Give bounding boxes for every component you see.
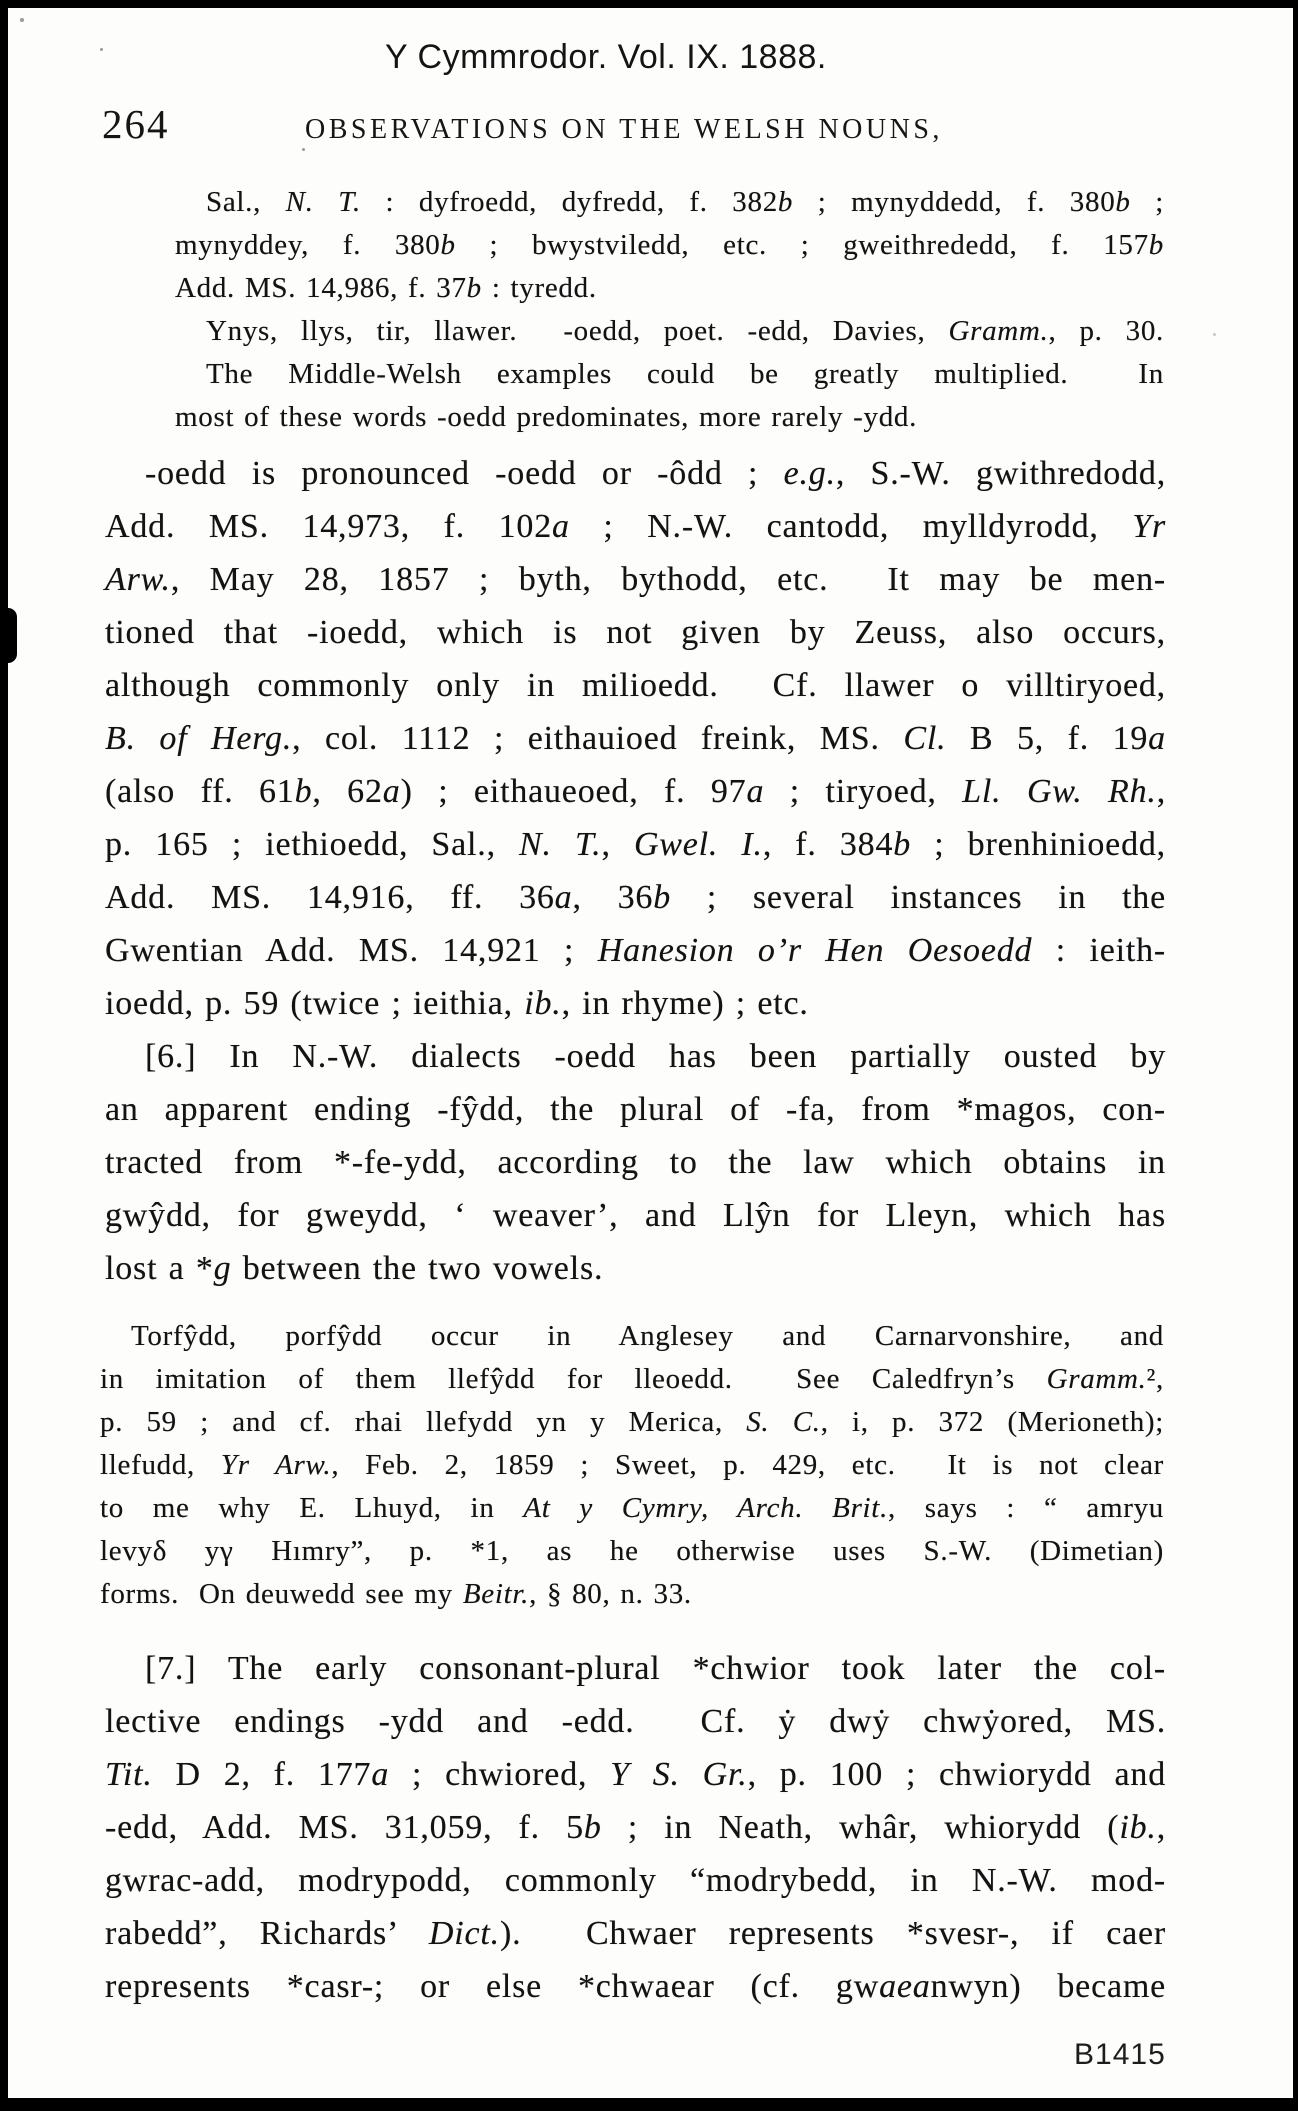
text-segment: tioned that -ioedd, which is not given by Zeuss, also occurs,: [105, 614, 1166, 651]
main-block-2: [105, 1642, 1166, 2013]
text-segment: ²,: [1146, 1363, 1164, 1395]
text-segment: represents *casr-; or else *chwaear (cf. gw: [105, 1968, 880, 2005]
italic-text: B. of Herg.: [105, 720, 293, 757]
italic-text: b: [583, 1809, 602, 1846]
text-segment: , col. 1112 ; eithauioed freink, MS.: [292, 720, 904, 757]
text-segment: Ynys, llys, tir, llawer. -oedd, poet. -edd, Davies,: [206, 315, 949, 347]
text-segment: ; mynyddedd, f. 380: [793, 186, 1116, 218]
italic-text: b: [1148, 229, 1164, 261]
italic-text: S. C.: [746, 1406, 821, 1438]
page: [8, 8, 1293, 2098]
italic-text: Cl.: [903, 720, 947, 757]
text-segment: -oedd is pronounced -oedd or -ôdd ;: [145, 455, 784, 492]
text-segment: p. 165 ; iethioedd, Sal.,: [105, 826, 520, 863]
italic-text: Gramm.: [948, 315, 1049, 347]
footer-mark: B1415: [1074, 2038, 1166, 2071]
italic-text: g: [213, 1250, 232, 1287]
text-line: [105, 1083, 1166, 1136]
text-segment: rabedd”, Richards’: [105, 1915, 429, 1952]
main-block-1: [105, 447, 1166, 1295]
text-segment: , May 28, 1857 ; byth, bythodd, etc. It may be men-: [170, 561, 1166, 598]
text-segment: , p. 100 ; chwiorydd and: [747, 1756, 1167, 1793]
text-segment: The Middle-Welsh examples could be greatly multiplied. In: [206, 358, 1164, 390]
text-line: [105, 1748, 1166, 1801]
scan-speck: [1213, 333, 1216, 336]
text-line: [100, 1530, 1164, 1573]
text-segment: B 5, f. 19: [946, 720, 1149, 757]
text-line: [105, 977, 1166, 1030]
text-segment: ). Chwaer represents *svesr-, if caer: [499, 1915, 1167, 1952]
italic-text: ib.: [524, 985, 562, 1022]
text-line: [105, 924, 1166, 977]
text-segment: ,: [601, 826, 634, 863]
text-segment: Add. MS. 14,973, f. 102: [105, 508, 552, 545]
text-line: [105, 1642, 1166, 1695]
text-line: [105, 1189, 1166, 1242]
text-segment: Add. MS. 14,986, f. 37: [175, 272, 467, 304]
italic-text: aea: [879, 1968, 931, 2005]
text-line: [100, 1487, 1164, 1530]
text-segment: ; bwystviledd, etc. ; gweithrededd, f. 157: [455, 229, 1149, 261]
text-segment: ; in Neath, whâr, whiorydd (: [601, 1809, 1120, 1846]
text-segment: ; N.-W. cantodd, mylldyrodd,: [569, 508, 1133, 545]
italic-text: Dict.: [428, 1915, 500, 1952]
italic-text: Gramm.: [1046, 1363, 1147, 1395]
text-line: [105, 765, 1166, 818]
text-segment: nwyn) became: [930, 1968, 1166, 2005]
text-segment: gwrac-add, modrypodd, commonly “modrybedd, in N.-W. mod-: [105, 1862, 1166, 1899]
text-line: [175, 267, 1164, 310]
italic-text: Beitr.: [462, 1578, 530, 1610]
text-segment: to me why E. Lhuyd, in: [100, 1492, 524, 1524]
text-line: [105, 1695, 1166, 1748]
scan-speck: [100, 48, 103, 51]
text-segment: ; brenhinioedd,: [911, 826, 1166, 863]
text-line: [105, 712, 1166, 765]
running-title: OBSERVATIONS ON THE WELSH NOUNS,: [305, 114, 943, 145]
text-line: [175, 181, 1164, 224]
text-segment: ;: [1130, 186, 1164, 218]
text-segment: lost a *: [105, 1250, 214, 1287]
text-line: [105, 1030, 1166, 1083]
text-segment: [6.] In N.-W. dialects -oedd has been partially ousted by: [145, 1038, 1166, 1075]
journal-header: Y Cymmrodor. Vol. IX. 1888.: [385, 38, 827, 76]
text-segment: tracted from *-fe-ydd, according to the law which obtains in: [105, 1144, 1166, 1181]
text-segment: most of these words -oedd predominates, more rarely -ydd.: [175, 401, 918, 433]
italic-text: b: [466, 272, 482, 304]
text-segment: , S.-W. gwithredodd,: [835, 455, 1167, 492]
italic-text: Tit.: [105, 1756, 153, 1793]
text-segment: Sal.,: [206, 186, 286, 218]
italic-text: Arw.: [105, 561, 171, 598]
text-line: [105, 659, 1166, 712]
text-line: [105, 1801, 1166, 1854]
text-line: [105, 1854, 1166, 1907]
text-segment: ; several instances in the: [671, 879, 1167, 916]
italic-text: a: [371, 1756, 390, 1793]
text-line: [105, 1960, 1166, 2013]
text-segment: : ieith-: [1032, 932, 1167, 969]
text-line: [175, 310, 1164, 353]
text-segment: although commonly only in milioedd. Cf. llawer o villtiryoed,: [105, 667, 1166, 704]
text-segment: lective endings -ydd and -edd. Cf. ẏ dwẏ chwẏored, MS.: [105, 1703, 1166, 1740]
italic-text: e.g.: [783, 455, 836, 492]
italic-text: a: [554, 879, 573, 916]
scan-speck: [302, 148, 305, 151]
text-segment: [7.] The early consonant-plural *chwior took later the col-: [145, 1650, 1166, 1687]
note-block-1: [175, 181, 1164, 439]
italic-text: Yr Arw.: [220, 1449, 332, 1481]
text-line: [105, 871, 1166, 924]
text-segment: , in rhyme) ; etc.: [561, 985, 809, 1022]
italic-text: Yr: [1132, 508, 1166, 545]
text-segment: an apparent ending -fŷdd, the plural of -fa, from *magos, con-: [105, 1091, 1166, 1128]
text-segment: forms. On deuwedd see my: [100, 1578, 463, 1610]
italic-text: a: [1148, 720, 1166, 757]
italic-text: b: [777, 186, 794, 218]
italic-text: Y S. Gr.: [610, 1756, 748, 1793]
text-line: [175, 224, 1164, 267]
text-line: [105, 1907, 1166, 1960]
text-line: [105, 606, 1166, 659]
text-segment: Add. MS. 14,916, ff. 36: [105, 879, 555, 916]
text-segment: ; chwiored,: [389, 1756, 611, 1793]
italic-text: b: [294, 773, 313, 810]
italic-text: a: [552, 508, 570, 545]
italic-text: a: [746, 773, 765, 810]
text-line: [100, 1315, 1164, 1358]
text-line: [105, 1242, 1166, 1295]
text-segment: ,: [1156, 1809, 1167, 1846]
text-segment: gwŷdd, for gweydd, ‘ weaver’, and Llŷn for Lleyn, which has: [105, 1197, 1166, 1234]
text-segment: -edd, Add. MS. 31,059, f. 5: [105, 1809, 584, 1846]
text-segment: , 36: [572, 879, 654, 916]
italic-text: b: [440, 229, 456, 261]
italic-text: b: [1115, 186, 1131, 218]
text-segment: ) ; eithaueoed, f. 97: [400, 773, 747, 810]
italic-text: b: [893, 826, 912, 863]
italic-text: ib.: [1119, 1809, 1157, 1846]
italic-text: a: [382, 773, 401, 810]
text-segment: mynyddey, f. 380: [175, 229, 441, 261]
text-segment: , says : “ amryu: [888, 1492, 1164, 1524]
text-line: [100, 1358, 1164, 1401]
text-segment: ,: [1156, 773, 1167, 810]
text-segment: , p. 30.: [1048, 315, 1164, 347]
text-segment: in imitation of them llefŷdd for lleoedd. See Caledfryn’s: [100, 1363, 1047, 1395]
italic-text: Hanesion o’r Hen Oesoedd: [597, 932, 1033, 969]
text-line: [105, 553, 1166, 606]
text-segment: (also ff. 61: [105, 773, 295, 810]
text-segment: , f. 384: [762, 826, 894, 863]
scan-speck: [20, 18, 24, 22]
text-segment: , § 80, n. 33.: [529, 1578, 692, 1610]
text-line: [175, 396, 1164, 439]
text-line: [105, 818, 1166, 871]
text-segment: Gwentian Add. MS. 14,921 ;: [105, 932, 598, 969]
text-segment: : dyfroedd, dyfredd, f. 382: [360, 186, 778, 218]
text-line: [105, 1136, 1166, 1189]
text-segment: levyδ yγ Hımry”, p. *1, as he otherwise uses S.-W. (Dimetian): [100, 1535, 1164, 1567]
italic-text: N. T.: [519, 826, 602, 863]
text-segment: ; tiryoed,: [764, 773, 963, 810]
text-segment: ioedd, p. 59 (twice ; ieithia,: [105, 985, 525, 1022]
text-content: [8, 8, 1293, 2013]
text-segment: : tyredd.: [481, 272, 597, 304]
text-line: [100, 1444, 1164, 1487]
text-segment: llefudd,: [100, 1449, 221, 1481]
text-segment: between the two vowels.: [231, 1250, 604, 1287]
text-segment: Torfŷdd, porfŷdd occur in Anglesey and Carnarvonshire, and: [131, 1320, 1164, 1352]
text-segment: p. 59 ; and cf. rhai llefydd yn y Merica,: [100, 1406, 747, 1438]
italic-text: b: [653, 879, 672, 916]
italic-text: N. T.: [285, 186, 361, 218]
text-line: [100, 1573, 1164, 1616]
scan-blob: [8, 608, 17, 663]
text-segment: , 62: [312, 773, 383, 810]
note-block-2: [100, 1315, 1164, 1616]
text-segment: D 2, f. 177: [152, 1756, 372, 1793]
text-line: [105, 500, 1166, 553]
text-segment: , Feb. 2, 1859 ; Sweet, p. 429, etc. It is not clear: [331, 1449, 1164, 1481]
italic-text: At y Cymry, Arch. Brit.: [523, 1492, 889, 1524]
text-segment: , i, p. 372 (Merioneth);: [820, 1406, 1165, 1438]
italic-text: Ll. Gw. Rh.: [962, 773, 1157, 810]
page-number: 264: [102, 101, 170, 147]
italic-text: Gwel. I.: [633, 826, 763, 863]
text-line: [105, 447, 1166, 500]
text-line: [100, 1401, 1164, 1444]
text-line: [175, 353, 1164, 396]
